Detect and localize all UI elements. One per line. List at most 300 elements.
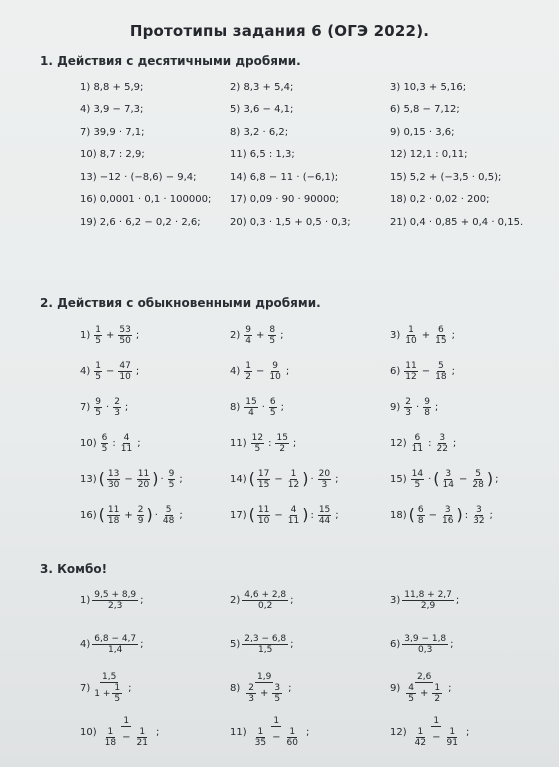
operator: · bbox=[160, 473, 164, 485]
operator: · bbox=[261, 401, 265, 413]
compound-denominator: 2,3 bbox=[108, 600, 123, 611]
fraction-expression bbox=[242, 361, 291, 382]
compound-denominator: 0,2 bbox=[258, 600, 273, 611]
exercise-item bbox=[230, 464, 340, 494]
fraction bbox=[244, 361, 252, 382]
operator: − bbox=[274, 509, 283, 521]
fraction-numerator: 3 bbox=[274, 683, 281, 693]
fraction bbox=[257, 469, 270, 490]
fraction-numerator: 1 bbox=[107, 727, 114, 737]
operator: − bbox=[274, 473, 283, 485]
exercise-item: 4) 3,9 − 7,3; bbox=[80, 104, 144, 115]
fraction bbox=[435, 433, 448, 454]
exercise-row bbox=[80, 144, 540, 166]
exercise-item bbox=[80, 580, 146, 620]
exercise-row bbox=[80, 712, 540, 752]
item-number: 3) bbox=[390, 594, 401, 606]
item-number: 18) bbox=[390, 509, 407, 521]
punctuation: ; bbox=[288, 682, 292, 694]
exercise-item bbox=[390, 320, 457, 350]
fraction-numerator: 15 bbox=[276, 432, 288, 443]
fraction-denominator: 11 bbox=[120, 443, 133, 454]
fraction-denominator: 32 bbox=[473, 515, 485, 526]
fraction bbox=[417, 505, 425, 526]
fraction-denominator: 18 bbox=[435, 371, 447, 382]
exercise-item: 5) 3,6 − 4,1; bbox=[230, 104, 294, 115]
fraction-numerator: 1 bbox=[417, 727, 424, 737]
paren-open: ( bbox=[98, 505, 105, 524]
compound-numerator: 2,3 − 6,8 bbox=[244, 633, 287, 644]
exercise-item: 2) 8,3 + 5,4; bbox=[230, 81, 294, 93]
fraction-numerator: 1 bbox=[449, 727, 456, 737]
punctuation: ; bbox=[452, 437, 457, 449]
paren-open: ( bbox=[98, 469, 105, 488]
operator: − bbox=[256, 365, 265, 377]
compound-denominator bbox=[409, 727, 464, 748]
exercise-item bbox=[390, 580, 461, 620]
punctuation: ; bbox=[448, 682, 452, 694]
fraction-numerator: 1 bbox=[289, 727, 296, 737]
fraction-denominator: 4 bbox=[245, 335, 251, 346]
punctuation: ; bbox=[305, 726, 310, 738]
fraction-numerator: 6 bbox=[269, 396, 276, 407]
exercise-row bbox=[80, 500, 540, 530]
exercise-item bbox=[230, 668, 294, 708]
fraction-denominator: 9 bbox=[137, 515, 144, 526]
exercise-item: 3) 10,3 + 5,16; bbox=[390, 81, 467, 93]
punctuation: ; bbox=[179, 473, 183, 485]
exercise-item: 8) 3,2 · 6,2; bbox=[230, 126, 289, 138]
fraction-numerator: 2 bbox=[248, 683, 254, 693]
punctuation: ; bbox=[135, 329, 140, 341]
exercise-row bbox=[80, 166, 540, 188]
punctuation: ; bbox=[135, 365, 140, 377]
fraction bbox=[103, 727, 118, 748]
fraction bbox=[287, 469, 300, 490]
exercise-item: 6) 5,8 − 7,12; bbox=[390, 104, 460, 115]
fraction bbox=[244, 397, 257, 418]
operator: · bbox=[310, 473, 314, 485]
fraction bbox=[162, 505, 175, 526]
punctuation: ; bbox=[140, 638, 144, 650]
fraction bbox=[244, 325, 252, 346]
fraction-expression bbox=[249, 469, 341, 490]
fraction-denominator: 5 bbox=[269, 407, 276, 418]
punctuation: ; bbox=[292, 437, 297, 449]
fraction-numerator: 3 bbox=[439, 432, 446, 443]
punctuation: ; bbox=[290, 594, 294, 606]
compound-denominator bbox=[249, 727, 304, 748]
item-number: 13) bbox=[80, 473, 97, 485]
fraction-expression bbox=[92, 361, 141, 382]
section1-heading: 1. Действия с десятичными дробями. bbox=[40, 54, 301, 68]
operator: + bbox=[124, 509, 133, 521]
fraction-numerator: 1 bbox=[114, 683, 121, 693]
fraction-denominator: 18 bbox=[104, 738, 117, 748]
exercise-item bbox=[80, 668, 134, 708]
fraction-numerator: 53 bbox=[119, 324, 131, 335]
fraction-denominator: 3 bbox=[321, 479, 328, 490]
paren-open: ( bbox=[433, 469, 440, 488]
exercise-item bbox=[230, 712, 311, 752]
fraction bbox=[406, 683, 416, 704]
fraction-denominator: 15 bbox=[435, 335, 447, 346]
item-number: 15) bbox=[390, 473, 407, 485]
compound-fraction bbox=[99, 716, 154, 748]
fraction-denominator: 3 bbox=[114, 407, 120, 418]
fraction bbox=[471, 469, 484, 490]
exercise-item bbox=[80, 464, 185, 494]
exercise-row bbox=[80, 580, 540, 620]
operator: + bbox=[420, 687, 429, 699]
punctuation: ; bbox=[434, 401, 439, 413]
compound-fraction bbox=[92, 590, 138, 611]
fraction-denominator: 5 bbox=[95, 335, 101, 346]
compound-numerator: 11,8 + 2,7 bbox=[404, 589, 452, 600]
fraction bbox=[432, 683, 442, 704]
exercise-item: 18) 0,2 · 0,02 · 200; bbox=[390, 194, 490, 205]
compound-denominator bbox=[99, 727, 154, 748]
fraction-denominator: 5 bbox=[254, 443, 261, 454]
fraction-expression bbox=[409, 469, 501, 490]
fraction-denominator: 35 bbox=[254, 738, 267, 748]
fraction bbox=[411, 433, 424, 454]
fraction bbox=[272, 683, 282, 704]
exercise-item: 21) 0,4 · 0,85 + 0,4 · 0,15. bbox=[390, 216, 524, 228]
fraction bbox=[168, 469, 176, 490]
fraction-expression bbox=[99, 469, 185, 490]
fraction-denominator: 10 bbox=[405, 335, 417, 346]
section3-heading: 3. Комбо! bbox=[40, 562, 108, 576]
punctuation: ; bbox=[495, 473, 499, 485]
fraction-denominator: 3 bbox=[248, 694, 254, 704]
paren-open: ( bbox=[408, 505, 415, 524]
paren-close: ) bbox=[456, 505, 463, 524]
compound-fraction bbox=[402, 672, 446, 704]
fraction-expression bbox=[409, 505, 495, 526]
fraction bbox=[404, 361, 417, 382]
item-number: 1) bbox=[80, 329, 91, 341]
item-number: 2) bbox=[230, 594, 241, 606]
exercise-item bbox=[230, 356, 291, 386]
fraction-numerator: 14 bbox=[411, 468, 424, 479]
item-number: 16) bbox=[80, 509, 97, 521]
operator: − bbox=[421, 365, 431, 377]
punctuation: ; bbox=[455, 594, 460, 606]
fraction-denominator: 5 bbox=[269, 335, 276, 346]
exercise-item bbox=[80, 428, 143, 458]
fraction-denominator: 16 bbox=[442, 515, 454, 526]
item-number: 4) bbox=[80, 638, 91, 650]
fraction-numerator: 15 bbox=[245, 396, 257, 407]
compound-numerator: 6,8 − 4,7 bbox=[94, 633, 137, 644]
fraction-numerator: 1 bbox=[95, 360, 101, 371]
exercise-item: 12) 12,1 : 0,11; bbox=[390, 149, 468, 160]
fraction-denominator: 2 bbox=[434, 694, 441, 704]
fraction bbox=[134, 727, 149, 748]
fraction bbox=[137, 469, 150, 490]
fraction bbox=[275, 433, 288, 454]
item-number: 5) bbox=[230, 638, 241, 650]
fraction bbox=[287, 505, 300, 526]
fraction-numerator: 1 bbox=[95, 324, 101, 335]
compound-numerator: 1,9 bbox=[257, 672, 272, 682]
fraction-expression bbox=[402, 397, 440, 418]
fraction-expression bbox=[99, 505, 185, 526]
fraction-numerator: 2 bbox=[114, 396, 120, 407]
exercise-item bbox=[390, 668, 454, 708]
item-number: 6) bbox=[390, 638, 401, 650]
exercise-row bbox=[80, 99, 540, 121]
operator: : bbox=[464, 509, 469, 521]
fraction-denominator: 22 bbox=[436, 443, 448, 454]
fraction bbox=[118, 325, 131, 346]
operator: : bbox=[310, 509, 314, 521]
compound-fraction bbox=[242, 590, 288, 611]
paren-open: ( bbox=[248, 469, 255, 488]
fraction-numerator: 6 bbox=[417, 504, 424, 515]
compound-fraction bbox=[242, 672, 286, 704]
fraction-denominator: 8 bbox=[424, 407, 430, 418]
fraction-denominator: 8 bbox=[417, 515, 424, 526]
item-number: 3) bbox=[390, 329, 401, 341]
fraction-expression bbox=[249, 505, 341, 526]
fraction-numerator: 6 bbox=[437, 324, 444, 335]
exercise-item bbox=[230, 428, 298, 458]
fraction bbox=[137, 505, 145, 526]
exercise-item bbox=[390, 392, 440, 422]
fraction bbox=[101, 433, 109, 454]
operator: − bbox=[432, 731, 441, 743]
fraction-denominator: 5 bbox=[408, 694, 414, 704]
compound-fraction bbox=[249, 716, 304, 748]
exercise-item bbox=[230, 320, 286, 350]
fraction-denominator: 5 bbox=[114, 694, 121, 704]
exercise-item: 19) 2,6 · 6,2 − 0,2 · 2,6; bbox=[80, 216, 201, 228]
fraction bbox=[268, 361, 281, 382]
fraction-denominator: 12 bbox=[405, 371, 417, 382]
fraction bbox=[120, 433, 133, 454]
fraction-denominator: 15 bbox=[257, 479, 270, 490]
fraction-denominator: 5 bbox=[414, 479, 421, 490]
punctuation: ; bbox=[335, 509, 339, 521]
exercise-item bbox=[80, 320, 141, 350]
exercise-item bbox=[80, 356, 141, 386]
fraction bbox=[404, 397, 412, 418]
fraction-numerator: 3 bbox=[444, 504, 451, 515]
fraction-denominator: 18 bbox=[107, 515, 120, 526]
operator: · bbox=[154, 509, 158, 521]
fraction-numerator: 9 bbox=[245, 324, 251, 335]
item-number: 4) bbox=[80, 365, 91, 377]
fraction bbox=[113, 397, 121, 418]
fraction-numerator: 3 bbox=[475, 504, 482, 515]
compound-numerator: 1 bbox=[433, 716, 440, 726]
fraction-numerator: 13 bbox=[107, 468, 120, 479]
fraction bbox=[253, 727, 268, 748]
paren-close: ) bbox=[302, 505, 309, 524]
fraction-numerator: 9 bbox=[95, 396, 101, 407]
fraction-numerator: 8 bbox=[269, 324, 276, 335]
exercise-row bbox=[80, 668, 540, 708]
fraction bbox=[434, 325, 447, 346]
fraction bbox=[441, 505, 454, 526]
fraction-denominator: 14 bbox=[442, 479, 454, 490]
fraction bbox=[94, 361, 102, 382]
operator: − bbox=[428, 509, 438, 521]
compound-denominator: 0,3 bbox=[418, 644, 433, 655]
section2-heading: 2. Действия с обыкновенными дробями. bbox=[40, 296, 321, 310]
exercise-row bbox=[80, 320, 540, 350]
exercise-row bbox=[80, 189, 540, 211]
operator: − bbox=[106, 365, 115, 377]
fraction-denominator: 60 bbox=[286, 738, 298, 748]
fraction bbox=[444, 727, 459, 748]
fraction bbox=[413, 727, 428, 748]
paren-close: ) bbox=[152, 469, 159, 488]
fraction-numerator: 5 bbox=[475, 468, 481, 479]
operator: · bbox=[106, 401, 110, 413]
exercise-item bbox=[390, 712, 471, 752]
item-number: 11) bbox=[230, 726, 247, 738]
exercise-row bbox=[80, 76, 540, 98]
exercise-item bbox=[230, 392, 286, 422]
fraction bbox=[411, 469, 424, 490]
punctuation: ; bbox=[335, 473, 339, 485]
operator: − bbox=[122, 731, 131, 743]
exercise-item: 16) 0,0001 · 0,1 · 100000; bbox=[80, 194, 212, 205]
compound-numerator: 1 bbox=[273, 716, 280, 726]
fraction-numerator: 2 bbox=[137, 504, 144, 515]
punctuation: ; bbox=[140, 594, 144, 606]
exercise-item bbox=[80, 392, 130, 422]
item-number: 8) bbox=[230, 401, 241, 413]
punctuation: ; bbox=[155, 726, 160, 738]
punctuation: ; bbox=[137, 437, 141, 449]
operator: · bbox=[428, 473, 432, 485]
fraction-numerator: 2 bbox=[405, 396, 411, 407]
exercise-row bbox=[80, 624, 540, 664]
fraction-numerator: 3 bbox=[445, 468, 452, 479]
compound-numerator: 9,5 + 8,9 bbox=[94, 589, 137, 600]
compound-denominator: 1,5 bbox=[258, 644, 273, 655]
item-number: 6) bbox=[390, 365, 401, 377]
exercise-item bbox=[80, 712, 161, 752]
punctuation: ; bbox=[489, 509, 493, 521]
denominator-term: 1 + bbox=[94, 688, 111, 699]
item-number: 2) bbox=[230, 329, 241, 341]
compound-denominator bbox=[402, 683, 446, 704]
fraction-expression bbox=[242, 325, 285, 346]
fraction bbox=[107, 505, 120, 526]
exercise-item: 14) 6,8 − 11 · (−6,1); bbox=[230, 171, 339, 183]
item-number: 7) bbox=[80, 682, 91, 694]
fraction-denominator: 5 bbox=[95, 371, 101, 382]
fraction-numerator: 11 bbox=[137, 468, 150, 479]
compound-fraction bbox=[409, 716, 464, 748]
item-number: 10) bbox=[80, 437, 97, 449]
item-number: 11) bbox=[230, 437, 247, 449]
compound-fraction bbox=[402, 634, 448, 655]
fraction-expression bbox=[242, 397, 286, 418]
fraction-denominator: 10 bbox=[119, 371, 131, 382]
fraction-denominator: 20 bbox=[137, 479, 150, 490]
fraction-numerator: 11 bbox=[107, 504, 120, 515]
operator: − bbox=[272, 731, 281, 743]
operator: − bbox=[458, 473, 468, 485]
item-number: 7) bbox=[80, 401, 91, 413]
item-number: 8) bbox=[230, 682, 241, 694]
fraction-denominator: 30 bbox=[107, 479, 120, 490]
fraction bbox=[251, 433, 264, 454]
exercise-item: 9) 0,15 · 3,6; bbox=[390, 126, 455, 138]
fraction bbox=[257, 505, 270, 526]
exercise-row bbox=[80, 356, 540, 386]
item-number: 14) bbox=[230, 473, 247, 485]
fraction-numerator: 9 bbox=[272, 360, 278, 371]
fraction-numerator: 4 bbox=[290, 504, 297, 515]
fraction-numerator: 1 bbox=[434, 683, 441, 693]
fraction bbox=[284, 727, 299, 748]
fraction bbox=[442, 469, 455, 490]
fraction-numerator: 4 bbox=[408, 683, 414, 693]
exercise-item: 13) −12 · (−8,6) − 9,4; bbox=[80, 171, 197, 183]
compound-numerator: 3,9 − 1,8 bbox=[404, 633, 447, 644]
fraction-denominator: 5 bbox=[95, 407, 101, 418]
fraction-expression bbox=[99, 433, 143, 454]
item-number: 12) bbox=[390, 726, 407, 738]
exercise-item bbox=[390, 464, 500, 494]
fraction-denominator: 11 bbox=[411, 443, 424, 454]
fraction bbox=[112, 683, 122, 704]
fraction-numerator: 11 bbox=[405, 360, 417, 371]
fraction-denominator: 10 bbox=[257, 515, 270, 526]
exercise-item bbox=[80, 500, 185, 530]
item-number: 17) bbox=[230, 509, 247, 521]
fraction-denominator: 11 bbox=[287, 515, 300, 526]
punctuation: ; bbox=[124, 401, 129, 413]
compound-denominator: 1,4 bbox=[108, 644, 123, 655]
fraction-expression bbox=[249, 433, 299, 454]
exercise-item: 20) 0,3 · 1,5 + 0,5 · 0,3; bbox=[230, 216, 351, 228]
fraction-numerator: 5 bbox=[165, 504, 172, 515]
operator: + bbox=[260, 687, 269, 699]
paren-open: ( bbox=[248, 505, 255, 524]
fraction-denominator: 42 bbox=[414, 738, 427, 748]
fraction-numerator: 1 bbox=[257, 727, 264, 737]
compound-fraction bbox=[92, 634, 138, 655]
punctuation: ; bbox=[179, 509, 183, 521]
compound-numerator: 1 bbox=[123, 716, 130, 726]
punctuation: ; bbox=[451, 329, 455, 341]
fraction-numerator: 9 bbox=[424, 396, 430, 407]
exercise-row bbox=[80, 428, 540, 458]
compound-fraction bbox=[92, 672, 126, 704]
item-number: 9) bbox=[390, 401, 401, 413]
item-number: 10) bbox=[80, 726, 97, 738]
item-number: 4) bbox=[230, 365, 241, 377]
fraction-numerator: 9 bbox=[168, 468, 175, 479]
compound-fraction bbox=[402, 590, 454, 611]
exercise-item: 1) 8,8 + 5,9; bbox=[80, 81, 144, 93]
fraction-numerator: 12 bbox=[251, 432, 264, 443]
fraction-numerator: 47 bbox=[119, 360, 131, 371]
operator: : bbox=[268, 437, 272, 449]
item-number: 9) bbox=[390, 682, 401, 694]
punctuation: ; bbox=[450, 638, 454, 650]
punctuation: ; bbox=[128, 682, 132, 694]
exercise-item: 7) 39,9 · 7,1; bbox=[80, 126, 145, 138]
